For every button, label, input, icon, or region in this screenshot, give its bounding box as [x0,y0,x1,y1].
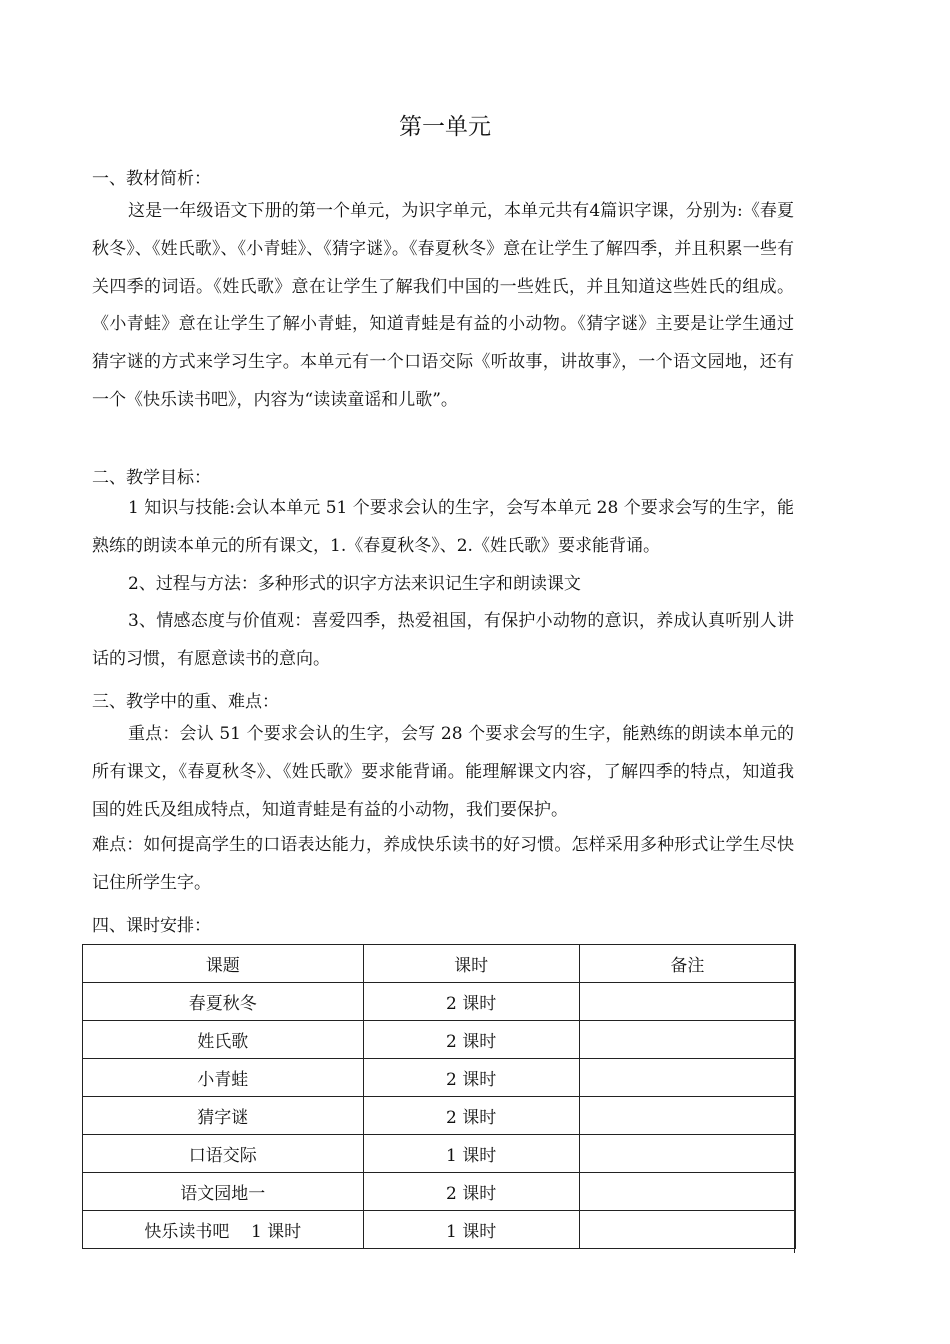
goal-process-method: 2、过程与方法：多种形式的识字方法来识记生字和朗读课文 [128,574,581,594]
section-heading-analysis: 一、教材简析： [92,169,211,189]
cell-hours: 2 课时 [363,1059,579,1097]
cell-topic: 语文园地一 [83,1173,364,1211]
table-header-row [83,945,796,983]
cell-hours: 2 课时 [363,1021,579,1059]
section-heading-goals: 二、教学目标： [92,468,211,488]
cell-topic: 猜字谜 [83,1097,364,1135]
section-heading-schedule: 四、课时安排： [92,916,211,936]
header-cell-topic: 课题 [83,945,364,983]
header-cell-notes: 备注 [579,945,795,983]
cell-topic: 小青蛙 [83,1059,364,1097]
cell-hours: 1 课时 [363,1211,579,1249]
cell-hours: 2 课时 [363,1097,579,1135]
cell-topic: 快乐读书吧 1 课时 [83,1211,364,1249]
cell-hours: 2 课时 [363,1173,579,1211]
cell-notes [579,983,795,1021]
analysis-paragraph: 这是一年级语文下册的第一个单元，为识字单元，本单元共有4篇识字课，分别为:《春夏秋冬》、《姓氏歌》、《小青蛙》、《猜字谜》。《春夏秋冬》意在让学生了解四季，并且积累一些有关四季的词语。《姓氏歌》意在让学生了解我们中国的一些姓氏，并且知道这些姓氏的组成。《小青蛙》意在让学生了解小青蛙，知道青蛙是有益的小动物。《猜字谜》主要是让学生通过猜字谜的方式来学习生字。本单元有一个口语交际《听故事，讲故事》，一个语文园地，还有一个《快乐读书吧》，内容为“读读童谣和儿歌”。 [92,201,794,410]
header-cell-hours: 课时 [363,945,579,983]
goal-attitude-values: 3、情感态度与价值观：喜爱四季，热爱祖国，有保护小动物的意识，养成认真听别人讲话的习惯，有愿意读书的意向。 [92,611,794,669]
cell-hours: 2 课时 [363,983,579,1021]
table-double-border [794,944,795,1253]
cell-notes [579,1097,795,1135]
cell-notes [579,1059,795,1097]
cell-notes [579,1135,795,1173]
page-title: 第一单元 [399,114,491,140]
goal-knowledge-skills: 1 知识与技能:会认本单元 51 个要求会认的生字，会写本单元 28 个要求会写的生字，能熟练的朗读本单元的所有课文，1.《春夏秋冬》、2.《姓氏歌》要求能背诵。 [92,498,794,556]
section-heading-key-points: 三、教学中的重、难点： [92,692,279,712]
cell-hours: 1 课时 [363,1135,579,1173]
difficulties-paragraph: 难点：如何提高学生的口语表达能力，养成快乐读书的好习惯。怎样采用多种形式让学生尽快记住所学生字。 [92,835,794,893]
table-row [83,1173,796,1211]
table-row [83,1135,796,1173]
cell-notes [579,1021,795,1059]
cell-topic: 姓氏歌 [83,1021,364,1059]
table-row [83,1211,796,1249]
table-row [83,1097,796,1135]
schedule-table [82,944,796,1249]
cell-topic: 口语交际 [83,1135,364,1173]
table-row [83,1021,796,1059]
cell-topic: 春夏秋冬 [83,983,364,1021]
table-row [83,1059,796,1097]
cell-notes [579,1211,795,1249]
key-points-paragraph: 重点：会认 51 个要求会认的生字，会写 28 个要求会写的生字，能熟练的朗读本单元的所有课文，《春夏秋冬》、《姓氏歌》要求能背诵。能理解课文内容，了解四季的特点，知道我国的姓氏及组成特点，知道青蛙是有益的小动物，我们要保护。 [92,724,794,820]
table-row [83,983,796,1021]
cell-notes [579,1173,795,1211]
